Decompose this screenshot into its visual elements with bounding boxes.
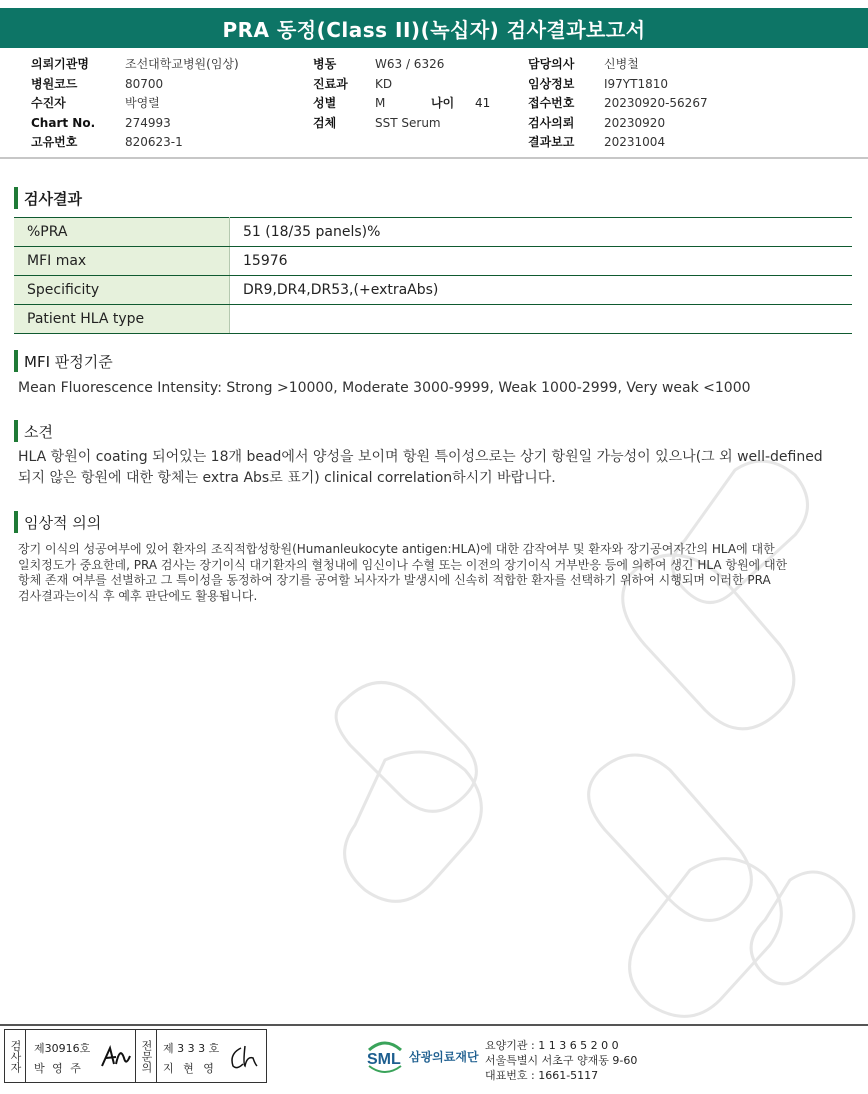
result-value: 15976: [230, 247, 853, 276]
result-value: DR9,DR4,DR53,(+extraAbs): [230, 276, 853, 305]
care-institution-no: 요양기관 : 1 1 3 6 5 2 0 0: [485, 1039, 619, 1052]
specialist-vertical-label: [136, 1030, 156, 1082]
table-row: [14, 247, 852, 276]
info-label: 검체: [313, 115, 337, 130]
info-label: 담당의사: [528, 57, 575, 71]
clinical-line: 검사결과는이식 후 예후 판단에도 활용됩니다.: [18, 589, 258, 604]
header-divider: [0, 157, 868, 159]
info-institution: [31, 55, 239, 75]
info-label: 병동: [313, 57, 337, 71]
section-title: 검사결과: [24, 189, 82, 208]
info-test-request: [528, 114, 708, 134]
info-clinical-info: [528, 75, 708, 95]
footer-divider: [0, 1024, 868, 1026]
clinical-line: 장기 이식의 성공여부에 있어 환자의 조직적합성항원(Humanleukocyte antigen:HLA)에 대한 감작여부 및 환자와 장기공여자간의 HLA에 대한: [18, 542, 775, 556]
info-value: 조선대학교병원(임상): [125, 57, 239, 71]
info-value: I97YT1810: [604, 76, 669, 91]
info-value: 20231004: [604, 135, 666, 149]
section-title: 소견: [24, 422, 53, 441]
info-department: [313, 75, 444, 95]
info-value: KD: [375, 76, 393, 91]
patient-info-col-2: [313, 55, 491, 133]
result-value: [230, 305, 853, 334]
info-sex-age: [313, 94, 491, 114]
info-examinee: [31, 94, 239, 114]
divider: [156, 1030, 157, 1082]
info-value: 20230920-56267: [604, 96, 708, 110]
examiner-vertical-label: [5, 1030, 25, 1082]
examiner-name: 박 영 주: [34, 1062, 83, 1075]
sml-logo: [365, 1036, 479, 1076]
mfi-criteria-heading: [14, 349, 113, 373]
info-doctor: [528, 55, 708, 75]
result-key: Patient HLA type: [14, 305, 230, 334]
info-label: 진료과: [313, 76, 348, 91]
info-label: 결과보고: [528, 135, 575, 149]
foundation-name: 삼광의료재단: [409, 1049, 479, 1064]
info-label: Chart No.: [31, 115, 96, 130]
clinical-significance-text: [18, 542, 838, 605]
info-label: 임상정보: [528, 76, 575, 91]
info-label: 병원코드: [31, 76, 78, 91]
info-value: 80700: [125, 76, 164, 91]
info-label: 성별: [313, 96, 337, 110]
mfi-criteria-text: Mean Fluorescence Intensity: Strong >10000, Moderate 3000-9999, Weak 1000-2999, Very weak <1000: [18, 380, 751, 396]
section-marker: [14, 420, 18, 442]
specialist-name: 지 현 영: [163, 1062, 217, 1075]
findings-heading: [14, 419, 53, 443]
info-age-label: 나이: [431, 96, 455, 110]
info-value: 신병철: [604, 57, 639, 71]
clinical-line: 항체 존재 여부를 선별하고 그 특이성을 동정하여 장기를 공여할 뇌사자가 발생시에 신속히 적합한 환자를 선택하기 위하여 시행되며 이러한 PRA: [18, 573, 771, 588]
result-key: Specificity: [14, 276, 230, 305]
clinical-significance-heading: [14, 510, 101, 534]
specialist-signature: [227, 1042, 263, 1072]
examiner-label: 검사자: [9, 1039, 22, 1073]
info-ward: [313, 55, 444, 75]
findings-line: HLA 항원이 coating 되어있는 18개 bead에서 양성을 보이며 항원 특이성으로는 상기 항원일 가능성이 있으나(그 외 well-defined: [18, 449, 823, 465]
info-result-report: [528, 133, 708, 153]
info-value: 박영렬: [125, 96, 160, 110]
info-receipt-no: [528, 94, 708, 114]
info-label: 검사의뢰: [528, 115, 575, 130]
organization-info: [485, 1038, 637, 1083]
svg-text:SML: SML: [367, 1051, 401, 1068]
specialist-label: 전문의: [140, 1039, 153, 1073]
info-specimen: [313, 114, 444, 134]
info-unique-no: [31, 133, 239, 153]
address: 서울특별시 서초구 양재동 9-60: [485, 1054, 638, 1067]
result-value: 51 (18/35 panels)%: [230, 218, 853, 247]
info-label: 의뢰기관명: [31, 57, 89, 71]
specialist-license: 제 3 3 3 호: [163, 1042, 220, 1055]
info-label: 접수번호: [528, 96, 575, 110]
result-key: %PRA: [14, 218, 230, 247]
info-value: 20230920: [604, 115, 666, 130]
examiner-license: 제30916호: [34, 1042, 91, 1055]
divider: [25, 1030, 26, 1082]
results-heading: [14, 186, 82, 210]
info-value: M: [375, 96, 386, 110]
info-value: SST Serum: [375, 115, 441, 130]
results-table: [14, 217, 852, 334]
info-value: 820623-1: [125, 135, 183, 149]
section-marker: [14, 350, 18, 372]
section-marker: [14, 187, 18, 209]
info-chart-no: [31, 114, 239, 134]
info-value: W63 / 6326: [375, 57, 445, 71]
info-label: 수진자: [31, 96, 66, 110]
table-row: [14, 218, 852, 247]
table-row: [14, 305, 852, 334]
info-age-value: 41: [475, 96, 491, 110]
patient-info-col-3: [528, 55, 708, 153]
phone: 대표번호 : 1661-5117: [485, 1069, 599, 1082]
clinical-line: 일치정도가 중요한데, PRA 검사는 장기이식 대기환자의 혈청내에 임신이나 수혈 또는 이전의 장기이식 거부반응 등에 의하여 생긴 HLA 항원에 대한: [18, 557, 788, 572]
section-title: 임상적 의의: [24, 513, 102, 532]
info-label: 고유번호: [31, 135, 78, 149]
examiner-signature: [98, 1042, 134, 1072]
result-key: MFI max: [14, 247, 230, 276]
section-title: MFI 판정기준: [24, 352, 113, 371]
table-row: [14, 276, 852, 305]
sml-logo-icon: [365, 1036, 405, 1076]
report-title: PRA 동정(Class II)(녹십자) 검사결과보고서: [0, 8, 868, 48]
signature-box: [4, 1029, 267, 1083]
section-marker: [14, 511, 18, 533]
findings-text: [18, 447, 838, 489]
info-value: 274993: [125, 115, 171, 130]
info-hospital-code: [31, 75, 239, 95]
findings-line: 되지 않은 항원에 대한 항체는 extra Abs로 표기) clinical correlation하시기 바랍니다.: [18, 470, 556, 486]
patient-info-col-1: [31, 55, 239, 153]
